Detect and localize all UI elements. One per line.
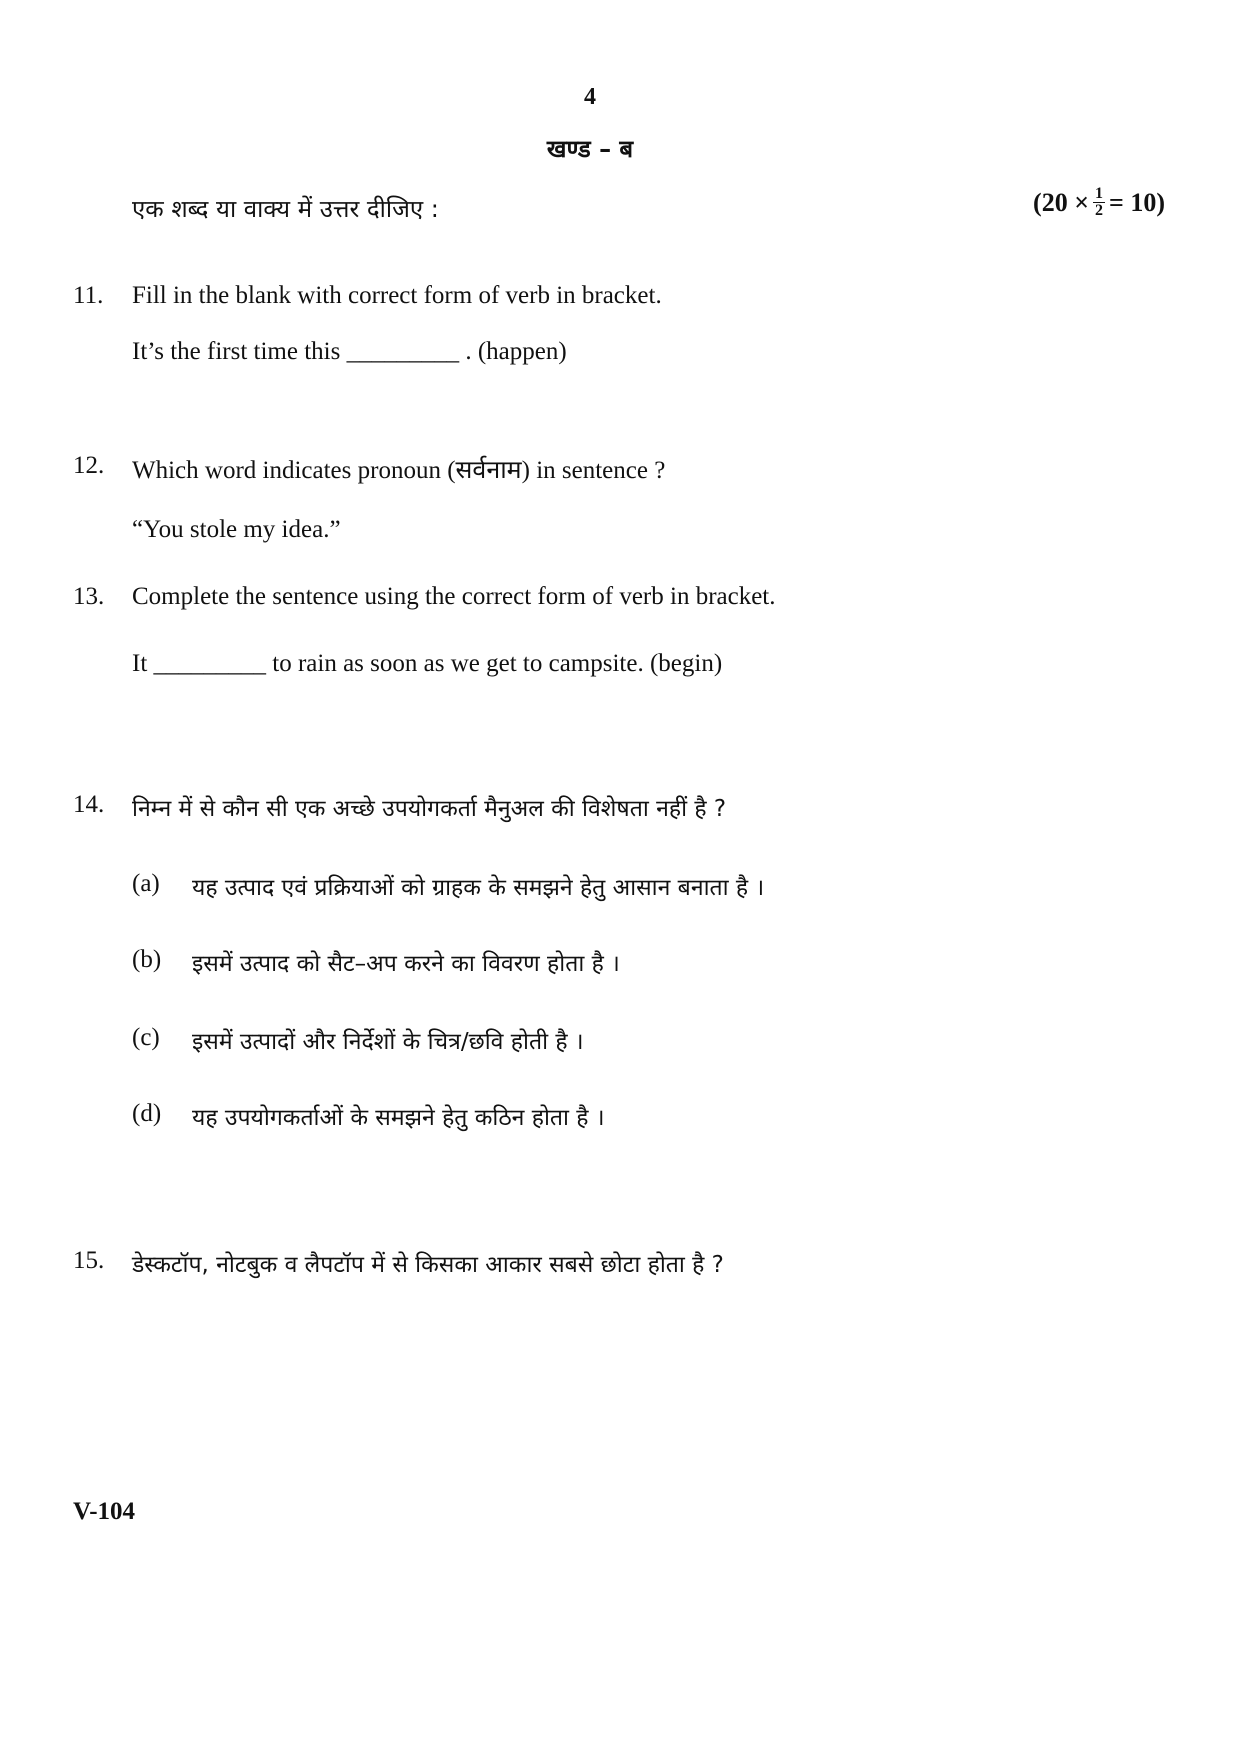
marks-prefix: (20 × <box>1033 187 1090 217</box>
question-text: डेस्कटॉप, नोटबुक व लैपटॉप में से किसका आकार सबसे छोटा होता है ? <box>132 1252 724 1278</box>
marks-allocation <box>1033 186 1165 219</box>
marks-suffix: = 10) <box>1109 187 1165 217</box>
question-text: Fill in the blank with correct form of verb in bracket. <box>132 282 662 309</box>
question-sub-text: It’s the first time this _________ . (happen) <box>132 338 567 365</box>
option-label: (a) <box>132 870 160 897</box>
question-number: 12. <box>73 452 105 479</box>
question-number: 11. <box>73 282 104 309</box>
question-sub-text: “You stole my idea.” <box>132 516 341 543</box>
fraction-numerator: 1 <box>1095 185 1104 202</box>
option-label: (b) <box>132 946 162 973</box>
instruction-text: एक शब्द या वाक्य में उत्तर दीजिए : <box>132 195 439 223</box>
section-title: खण्ड – ब <box>546 135 634 163</box>
question-number: 13. <box>73 583 105 610</box>
question-text: Complete the sentence using the correct form of verb in bracket. <box>132 583 776 610</box>
option-label: (d) <box>132 1100 162 1127</box>
page-number: 4 <box>584 84 596 110</box>
question-sub-text: It _________ to rain as soon as we get to campsite. (begin) <box>132 650 723 677</box>
option-label: (c) <box>132 1024 160 1051</box>
fraction-denominator: 2 <box>1095 202 1104 219</box>
question-text: निम्न में से कौन सी एक अच्छे उपयोगकर्ता मैनुअल की विशेषता नहीं है ? <box>132 796 727 822</box>
option-text: यह उपयोगकर्ताओं के समझने हेतु कठिन होता है । <box>192 1105 605 1131</box>
marks-fraction <box>1093 186 1105 219</box>
option-text: इसमें उत्पादों और निर्देशों के चित्र/छवि होती है । <box>192 1029 584 1055</box>
question-number: 15. <box>73 1247 105 1274</box>
paper-code: V-104 <box>73 1498 136 1525</box>
option-text: यह उत्पाद एवं प्रक्रियाओं को ग्राहक के समझने हेतु आसान बनाता है । <box>192 875 765 901</box>
question-number: 14. <box>73 791 105 818</box>
question-text: Which word indicates pronoun (सर्वनाम) in sentence ? <box>132 457 666 484</box>
option-text: इसमें उत्पाद को सैट–अप करने का विवरण होता है । <box>192 951 620 977</box>
